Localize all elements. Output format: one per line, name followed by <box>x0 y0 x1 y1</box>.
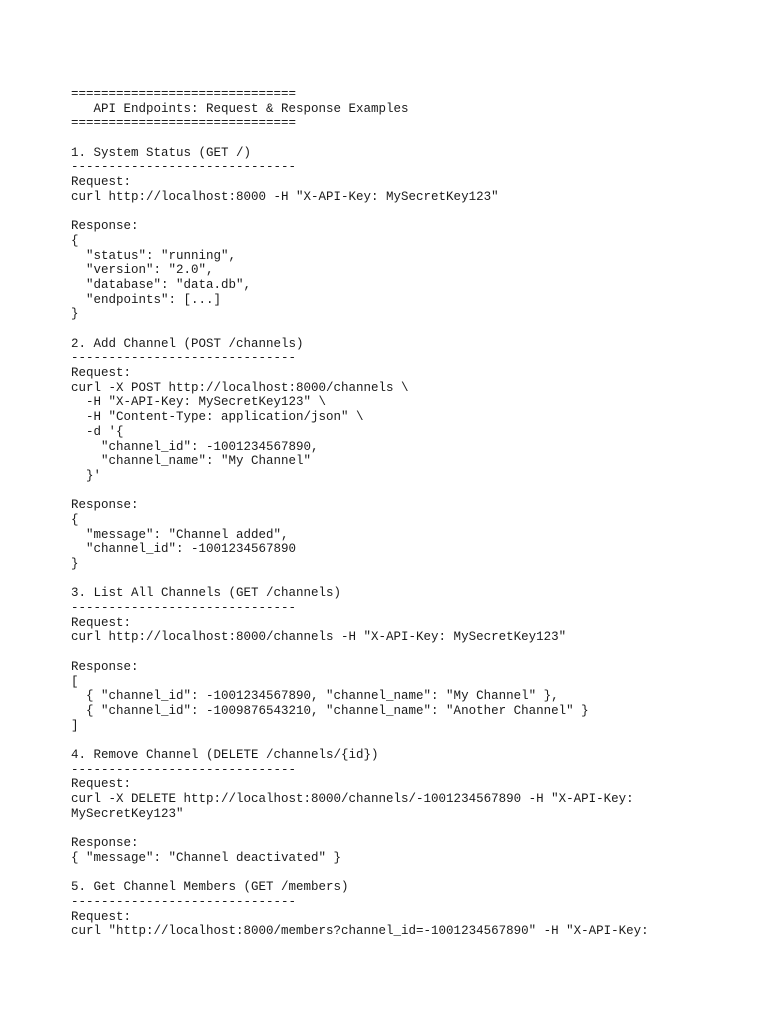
section-5-rule: ------------------------------ <box>71 894 297 909</box>
blank-line <box>71 865 748 880</box>
section-3-response-label: Response: <box>71 659 139 674</box>
section-2-response-code: "message": "Channel added", <box>71 527 289 542</box>
section-3-response-code: { "channel_id": -1001234567890, "channel_name": "My Channel" }, <box>71 689 559 704</box>
section-3-rule: ------------------------------ <box>71 601 297 616</box>
section-1-request-label: Request: <box>71 175 132 190</box>
section-2-request-code: "channel_name": "My Channel" <box>71 454 312 469</box>
blank-line <box>71 322 748 337</box>
section-5-request-label: Request: <box>71 909 132 924</box>
section-2-request-code: -H "Content-Type: application/json" \ <box>71 410 364 425</box>
section-2-request-code: -d '{ <box>71 424 124 439</box>
document-page <box>71 87 748 939</box>
section-1-response-code: "status": "running", <box>71 248 237 263</box>
document-title: API Endpoints: Request & Response Examples <box>71 101 409 116</box>
section-1-response-code: { <box>71 233 79 248</box>
section-1-response-code: } <box>71 307 79 322</box>
section-3-response-code: { "channel_id": -1009876543210, "channel_name": "Another Channel" } <box>71 703 589 718</box>
section-1-response-code: "version": "2.0", <box>71 263 214 278</box>
section-2-response-label: Response: <box>71 498 139 513</box>
section-3-response-code: [ <box>71 674 79 689</box>
blank-line <box>71 821 748 836</box>
section-2-heading: 2. Add Channel (POST /channels) <box>71 336 304 351</box>
section-2-response-code: "channel_id": -1001234567890 <box>71 542 297 557</box>
section-4-heading: 4. Remove Channel (DELETE /channels/{id}) <box>71 747 379 762</box>
section-1-response-code: "endpoints": [...] <box>71 292 222 307</box>
section-3-request-label: Request: <box>71 615 132 630</box>
section-3-heading: 3. List All Channels (GET /channels) <box>71 586 342 601</box>
blank-line <box>71 645 748 660</box>
section-4-response-label: Response: <box>71 836 139 851</box>
blank-line <box>71 733 748 748</box>
section-1-heading: 1. System Status (GET /) <box>71 145 252 160</box>
section-1-rule: ------------------------------ <box>71 160 297 175</box>
section-2-response-code: { <box>71 512 79 527</box>
section-5-request-code: curl "http://localhost:8000/members?channel_id=-1001234567890" -H "X-API-Key: <box>71 924 649 939</box>
section-3-response-code: ] <box>71 718 79 733</box>
section-2-request-code: "channel_id": -1001234567890, <box>71 439 319 454</box>
blank-line <box>71 572 748 587</box>
section-4-request-code: curl -X DELETE http://localhost:8000/channels/-1001234567890 -H "X-API-Key: <box>71 792 634 806</box>
section-1-response-code: "database": "data.db", <box>71 277 252 292</box>
section-3-request-code: curl http://localhost:8000/channels -H "X-API-Key: MySecretKey123" <box>71 630 567 645</box>
section-4-response-code: { "message": "Channel deactivated" } <box>71 850 342 865</box>
section-2-response-code: } <box>71 557 79 571</box>
title-rule-bottom: ============================== <box>71 116 297 131</box>
section-2-request-label: Request: <box>71 366 132 381</box>
blank-line <box>71 484 748 499</box>
section-5-heading: 5. Get Channel Members (GET /members) <box>71 880 349 895</box>
blank-line <box>71 205 748 220</box>
section-2-request-code: -H "X-API-Key: MySecretKey123" \ <box>71 395 327 410</box>
blank-line <box>71 131 748 146</box>
section-4-rule: ------------------------------ <box>71 762 297 777</box>
section-1-response-label: Response: <box>71 219 139 234</box>
section-2-request-code: }' <box>71 468 102 483</box>
section-4-request-code: MySecretKey123" <box>71 806 184 821</box>
section-1-request-code: curl http://localhost:8000 -H "X-API-Key: MySecretKey123" <box>71 189 499 204</box>
title-rule-top: ============================== <box>71 87 297 101</box>
section-2-request-code: curl -X POST http://localhost:8000/channels \ <box>71 380 409 395</box>
section-4-request-label: Request: <box>71 777 132 792</box>
section-2-rule: ------------------------------ <box>71 351 297 366</box>
